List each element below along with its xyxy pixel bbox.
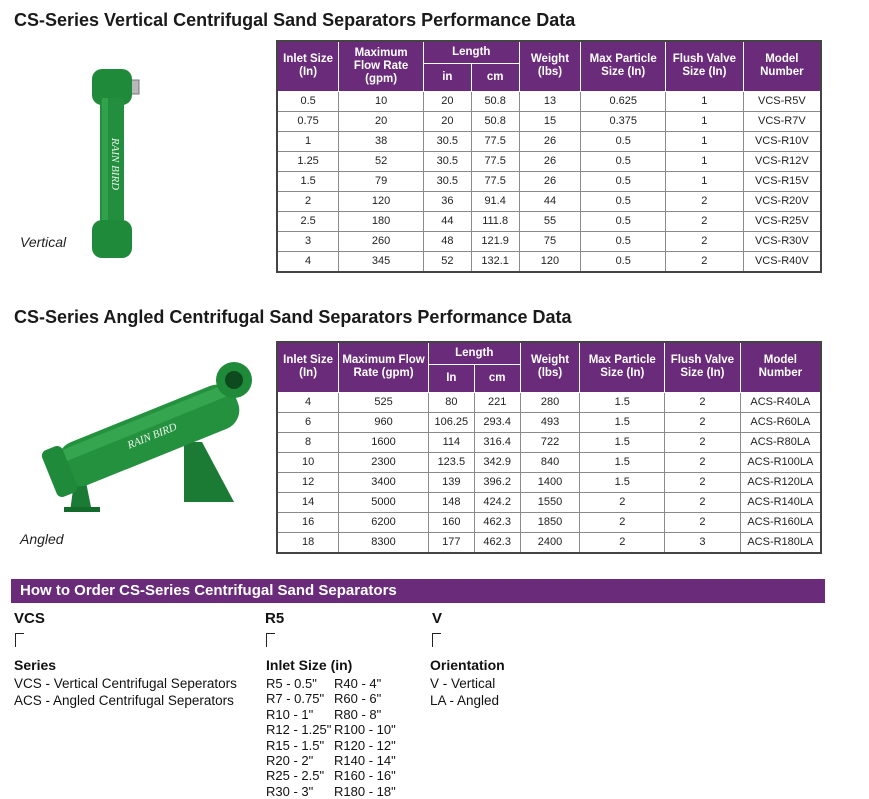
table-cell: 120 <box>339 191 424 211</box>
table-cell: 148 <box>428 492 474 512</box>
table-cell: VCS-R25V <box>743 211 821 231</box>
table-cell: 123.5 <box>428 452 474 472</box>
table-cell: 4 <box>277 392 339 412</box>
table-row <box>277 191 821 211</box>
table-cell: 2 <box>665 512 741 532</box>
inlet-size-row <box>266 722 396 737</box>
table-cell: ACS-R60LA <box>740 412 821 432</box>
table-row <box>277 392 821 412</box>
vertical-performance-table <box>276 40 822 273</box>
table-row <box>277 111 821 131</box>
inlet-size-code: R60 - 6" <box>334 691 382 707</box>
table-cell: 30.5 <box>423 151 471 171</box>
table-cell: 106.25 <box>428 412 474 432</box>
table-cell: 1.5 <box>580 432 665 452</box>
table-cell: 77.5 <box>471 131 519 151</box>
table-cell: 1.5 <box>277 171 339 191</box>
table-cell: 14 <box>277 492 339 512</box>
table-cell: 26 <box>519 171 581 191</box>
table-cell: 30.5 <box>423 131 471 151</box>
col-length-in: In <box>428 364 474 392</box>
table-cell: 3 <box>665 532 741 553</box>
table-cell: 1.5 <box>580 392 665 412</box>
angled-separator-image <box>34 352 262 522</box>
table-cell: ACS-R40LA <box>740 392 821 412</box>
table-cell: 180 <box>339 211 424 231</box>
inlet-size-code: R80 - 8" <box>334 706 382 722</box>
table-cell: 960 <box>339 412 429 432</box>
table-cell: 1.5 <box>580 412 665 432</box>
table-cell: 139 <box>428 472 474 492</box>
table-cell: 0.5 <box>581 171 666 191</box>
col-flush: Flush Valve Size (In) <box>665 342 741 392</box>
table-cell: 120 <box>519 251 581 272</box>
table-cell: 1.25 <box>277 151 339 171</box>
col-length-in: in <box>423 63 471 91</box>
table-cell: 1600 <box>339 432 429 452</box>
table-cell: 1 <box>666 151 744 171</box>
table-cell: 2 <box>665 452 741 472</box>
table-row <box>277 492 821 512</box>
table-cell: 1850 <box>520 512 580 532</box>
table-cell: 8 <box>277 432 339 452</box>
table-cell: 2 <box>665 432 741 452</box>
col-inlet: Inlet Size (In) <box>277 342 339 392</box>
inlet-bracket <box>266 633 275 647</box>
table-cell: 4 <box>277 251 339 272</box>
table-cell: 424.2 <box>474 492 520 512</box>
table-cell: VCS-R7V <box>743 111 821 131</box>
inlet-size-row <box>266 676 396 691</box>
inlet-size-row <box>266 753 396 768</box>
inlet-size-code: R20 - 2" <box>266 753 314 769</box>
table-cell: 6200 <box>339 512 429 532</box>
table-cell: 20 <box>423 111 471 131</box>
table-cell: 345 <box>339 251 424 272</box>
table-cell: 493 <box>520 412 580 432</box>
rain-bird-logo: RAIN BIRD <box>125 420 179 452</box>
series-line: ACS - Angled Centrifugal Seperators <box>14 693 234 708</box>
table-cell: 525 <box>339 392 429 412</box>
table-cell: 2.5 <box>277 211 339 231</box>
table-cell: 50.8 <box>471 91 519 111</box>
orientation-line: LA - Angled <box>430 693 500 708</box>
table-cell: 0.5 <box>581 251 666 272</box>
table-row <box>277 231 821 251</box>
table-cell: 5000 <box>339 492 429 512</box>
table-cell: VCS-R10V <box>743 131 821 151</box>
inlet-size-list <box>266 676 396 799</box>
inlet-size-code: R160 - 16" <box>334 768 396 784</box>
inlet-size-code: R120 - 12" <box>334 737 396 753</box>
col-inlet: Inlet Size (In) <box>277 41 339 91</box>
table-cell: 840 <box>520 452 580 472</box>
table-row <box>277 171 821 191</box>
table-cell: 12 <box>277 472 339 492</box>
table-cell: 6 <box>277 412 339 432</box>
table-row <box>277 512 821 532</box>
inlet-size-code: R10 - 1" <box>266 706 314 722</box>
table-cell: 1550 <box>520 492 580 512</box>
table-cell: 38 <box>339 131 424 151</box>
table-cell: 36 <box>423 191 471 211</box>
table-cell: 280 <box>520 392 580 412</box>
table-cell: 44 <box>519 191 581 211</box>
col-flush: Flush Valve Size (In) <box>666 41 744 91</box>
table-cell: 13 <box>519 91 581 111</box>
table-cell: 20 <box>339 111 424 131</box>
table-cell: 160 <box>428 512 474 532</box>
table-cell: 1 <box>666 171 744 191</box>
table-cell: VCS-R5V <box>743 91 821 111</box>
inlet-heading: Inlet Size (in) <box>266 657 353 673</box>
table-row <box>277 151 821 171</box>
series-code: VCS <box>14 610 45 627</box>
table-cell: 0.5 <box>581 191 666 211</box>
table-cell: VCS-R15V <box>743 171 821 191</box>
series-line: VCS - Vertical Centrifugal Seperators <box>14 676 237 691</box>
table-cell: 2 <box>666 251 744 272</box>
table-row <box>277 131 821 151</box>
table-cell: 26 <box>519 131 581 151</box>
table-cell: 26 <box>519 151 581 171</box>
table-cell: 260 <box>339 231 424 251</box>
table-cell: VCS-R30V <box>743 231 821 251</box>
table-cell: 0.375 <box>581 111 666 131</box>
table-cell: 50.8 <box>471 111 519 131</box>
col-particle: Max Particle Size (In) <box>581 41 666 91</box>
table-cell: 2 <box>665 472 741 492</box>
angled-performance-table <box>276 341 822 554</box>
table-cell: 1.5 <box>580 472 665 492</box>
inlet-size-row <box>266 738 396 753</box>
table-cell: 0.5 <box>581 211 666 231</box>
table-cell: 52 <box>423 251 471 272</box>
table-cell: 48 <box>423 231 471 251</box>
col-flow: Maximum Flow Rate (gpm) <box>339 41 424 91</box>
table-cell: 111.8 <box>471 211 519 231</box>
series-bracket <box>15 633 24 647</box>
table-cell: 2300 <box>339 452 429 472</box>
table-cell: 0.75 <box>277 111 339 131</box>
table-cell: 316.4 <box>474 432 520 452</box>
table-cell: 2 <box>580 492 665 512</box>
table-cell: 52 <box>339 151 424 171</box>
col-weight: Weight (lbs) <box>520 342 580 392</box>
table-cell: 16 <box>277 512 339 532</box>
table-cell: 221 <box>474 392 520 412</box>
inlet-size-row <box>266 691 396 706</box>
table-cell: 462.3 <box>474 532 520 553</box>
table-cell: VCS-R40V <box>743 251 821 272</box>
inlet-size-code: R7 - 0.75" <box>266 691 325 707</box>
table-cell: 132.1 <box>471 251 519 272</box>
table-cell: 80 <box>428 392 474 412</box>
table-cell: 121.9 <box>471 231 519 251</box>
table-cell: 2 <box>665 492 741 512</box>
series-heading: Series <box>14 657 57 673</box>
vertical-separator-image <box>86 64 142 264</box>
orientation-bracket <box>432 633 441 647</box>
table-cell: 1.5 <box>580 452 665 472</box>
table-cell: 30.5 <box>423 171 471 191</box>
table-cell: ACS-R160LA <box>740 512 821 532</box>
table-cell: 2 <box>580 532 665 553</box>
table-cell: 77.5 <box>471 151 519 171</box>
table-cell: 2 <box>666 191 744 211</box>
table-cell: 77.5 <box>471 171 519 191</box>
table-cell: 1 <box>277 131 339 151</box>
table-cell: 75 <box>519 231 581 251</box>
col-model: Model Number <box>740 342 821 392</box>
table-cell: 10 <box>277 452 339 472</box>
table-cell: 1 <box>666 111 744 131</box>
table-cell: 293.4 <box>474 412 520 432</box>
inlet-size-row <box>266 707 396 722</box>
table-cell: 3400 <box>339 472 429 492</box>
table-cell: 79 <box>339 171 424 191</box>
table-row <box>277 251 821 272</box>
inlet-size-code: R15 - 1.5" <box>266 737 325 753</box>
table-cell: 722 <box>520 432 580 452</box>
table-row <box>277 91 821 111</box>
rain-bird-logo: RAIN BIRD <box>109 137 121 191</box>
table-cell: 2 <box>666 231 744 251</box>
col-length-cm: cm <box>471 63 519 91</box>
table-cell: 177 <box>428 532 474 553</box>
table-cell: ACS-R140LA <box>740 492 821 512</box>
inlet-code: R5 <box>265 610 285 627</box>
table-cell: 342.9 <box>474 452 520 472</box>
inlet-size-code: R12 - 1.25" <box>266 722 332 738</box>
table-cell: 114 <box>428 432 474 452</box>
vertical-caption: Vertical <box>20 234 67 250</box>
table-cell: 2 <box>665 392 741 412</box>
table-row <box>277 472 821 492</box>
col-flow: Maximum Flow Rate (gpm) <box>339 342 429 392</box>
table-cell: 2 <box>665 412 741 432</box>
angled-section-title: CS-Series Angled Centrifugal Sand Separators Performance Data <box>14 307 572 327</box>
table-cell: 15 <box>519 111 581 131</box>
table-cell: 3 <box>277 231 339 251</box>
table-row <box>277 432 821 452</box>
table-cell: 2 <box>580 512 665 532</box>
inlet-size-code: R25 - 2.5" <box>266 768 325 784</box>
table-cell: 2400 <box>520 532 580 553</box>
table-row <box>277 211 821 231</box>
inlet-size-code: R5 - 0.5" <box>266 676 317 691</box>
table-row <box>277 532 821 553</box>
table-cell: 396.2 <box>474 472 520 492</box>
table-row <box>277 412 821 432</box>
vertical-section-title: CS-Series Vertical Centrifugal Sand Separators Performance Data <box>14 10 576 30</box>
table-cell: 10 <box>339 91 424 111</box>
orientation-heading: Orientation <box>430 657 505 673</box>
col-weight: Weight (lbs) <box>519 41 581 91</box>
table-cell: 20 <box>423 91 471 111</box>
table-cell: 462.3 <box>474 512 520 532</box>
table-cell: 0.5 <box>581 231 666 251</box>
col-particle: Max Particle Size (In) <box>580 342 665 392</box>
inlet-size-row <box>266 768 396 783</box>
inlet-size-code: R40 - 4" <box>334 676 382 691</box>
table-cell: 1 <box>666 131 744 151</box>
table-row <box>277 452 821 472</box>
table-cell: ACS-R100LA <box>740 452 821 472</box>
table-cell: ACS-R180LA <box>740 532 821 553</box>
table-cell: ACS-R120LA <box>740 472 821 492</box>
table-cell: 0.5 <box>581 151 666 171</box>
table-cell: 0.5 <box>581 131 666 151</box>
order-banner: How to Order CS-Series Centrifugal Sand Separators <box>11 579 825 603</box>
table-cell: VCS-R20V <box>743 191 821 211</box>
table-cell: 8300 <box>339 532 429 553</box>
table-cell: 0.625 <box>581 91 666 111</box>
table-cell: 2 <box>277 191 339 211</box>
inlet-size-code: R180 - 18" <box>334 783 396 799</box>
table-cell: 44 <box>423 211 471 231</box>
orientation-code: V <box>432 610 443 627</box>
angled-caption: Angled <box>20 531 64 547</box>
table-cell: VCS-R12V <box>743 151 821 171</box>
table-cell: 2 <box>666 211 744 231</box>
col-length: Length <box>423 41 519 63</box>
orientation-line: V - Vertical <box>430 676 496 691</box>
table-cell: 0.5 <box>277 91 339 111</box>
table-cell: 55 <box>519 211 581 231</box>
table-cell: ACS-R80LA <box>740 432 821 452</box>
col-model: Model Number <box>743 41 821 91</box>
table-cell: 1 <box>666 91 744 111</box>
col-length-cm: cm <box>474 364 520 392</box>
table-cell: 91.4 <box>471 191 519 211</box>
inlet-size-code: R100 - 10" <box>334 722 396 738</box>
inlet-size-code: R30 - 3" <box>266 783 314 799</box>
inlet-size-code: R140 - 14" <box>334 753 396 769</box>
table-cell: 1400 <box>520 472 580 492</box>
table-cell: 18 <box>277 532 339 553</box>
col-length: Length <box>428 342 520 364</box>
